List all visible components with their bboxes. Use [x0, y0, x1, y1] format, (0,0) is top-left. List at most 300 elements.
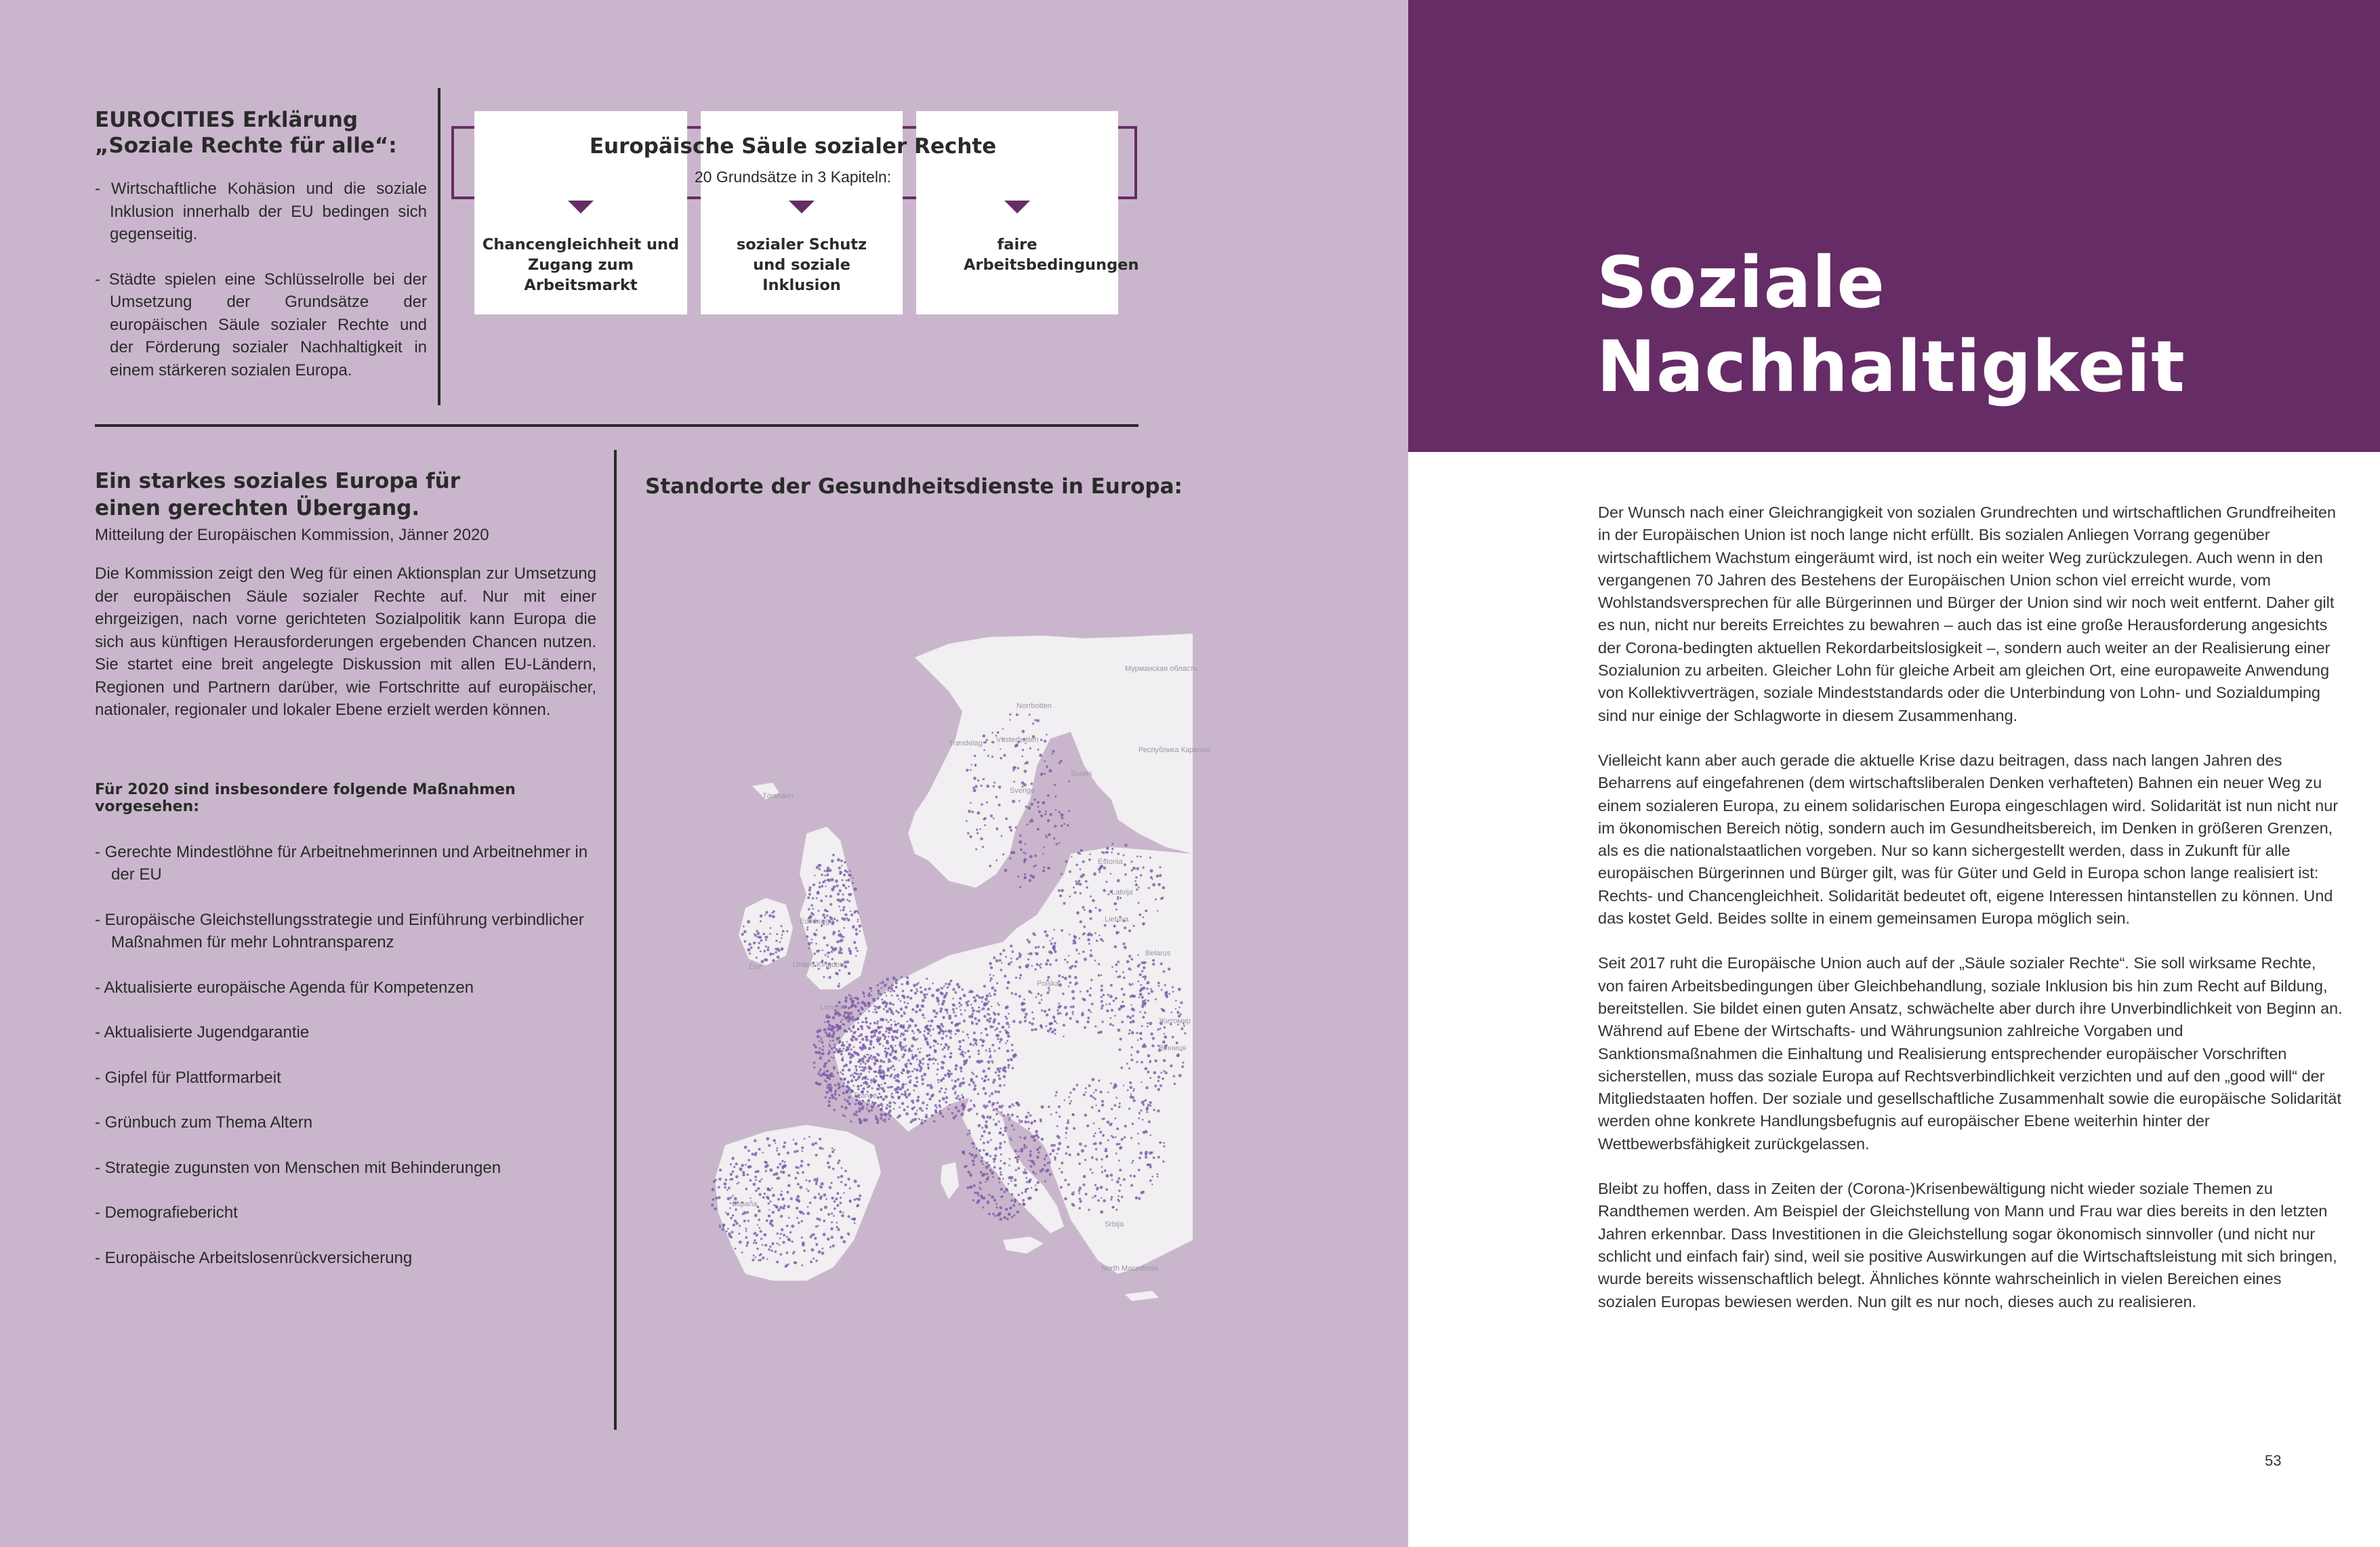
map-dot [961, 1081, 964, 1085]
map-dot [811, 1143, 815, 1147]
map-dot [1024, 1169, 1026, 1171]
map-dot [1046, 734, 1048, 736]
map-dot [1024, 1121, 1027, 1124]
map-dot [836, 920, 838, 922]
map-dot [838, 1159, 841, 1162]
map-dot [966, 1033, 969, 1036]
map-dot [974, 1017, 977, 1020]
map-dot [1113, 999, 1115, 1002]
map-dot [1112, 1206, 1115, 1209]
map-dot [1101, 974, 1103, 976]
map-dot [839, 1027, 841, 1029]
map-dot [888, 1118, 890, 1120]
map-dot [958, 1098, 961, 1100]
map-dot [1068, 986, 1070, 988]
map-dot [780, 1193, 783, 1196]
map-dot [841, 1059, 844, 1062]
map-dot [1063, 823, 1065, 825]
map-dot [726, 1231, 728, 1233]
map-dot [1088, 909, 1091, 912]
map-dot [957, 1095, 959, 1097]
map-dot [961, 1094, 963, 1096]
map-dot [1136, 1061, 1138, 1063]
map-dot [994, 1155, 997, 1157]
map-dot [888, 1028, 890, 1031]
map-dot [863, 1046, 867, 1050]
map-dot [825, 1016, 828, 1018]
map-dot [808, 942, 811, 945]
map-dot [886, 1019, 888, 1021]
map-dot [828, 1100, 831, 1103]
map-dot [863, 995, 865, 997]
map-dot [1006, 1018, 1008, 1020]
map-dot [1025, 1013, 1028, 1016]
title-band [1408, 0, 2380, 452]
map-dot [1029, 747, 1031, 749]
map-dot [857, 1204, 859, 1207]
map-dot [977, 1010, 980, 1013]
map-dot [873, 1081, 876, 1084]
map-dot [1086, 1020, 1090, 1024]
map-dot [866, 1059, 869, 1063]
map-dot [1068, 781, 1070, 783]
divider-vertical-bottom [614, 450, 617, 1430]
map-dot [1152, 963, 1155, 966]
map-dot [1048, 833, 1051, 836]
map-dot [970, 1015, 974, 1018]
map-dot [1069, 1017, 1072, 1020]
map-dot [1132, 1020, 1135, 1023]
map-dot [1111, 1123, 1113, 1125]
map-dot [1082, 861, 1085, 863]
map-dot [848, 1044, 851, 1047]
map-dot [972, 1044, 974, 1046]
map-dot [857, 919, 859, 921]
map-dot [874, 1008, 876, 1010]
map-dot [773, 1139, 776, 1142]
page-number: 53 [2265, 1452, 2282, 1469]
map-dot [848, 1234, 850, 1236]
map-dot [846, 1100, 849, 1102]
map-dot [878, 992, 880, 994]
map-dot [758, 1218, 760, 1221]
map-dot [861, 1105, 864, 1108]
map-dot [768, 1144, 771, 1147]
map-dot [863, 1119, 867, 1122]
map-dot [1128, 955, 1131, 957]
map-dot [907, 1002, 909, 1004]
map-dot [1000, 1160, 1002, 1162]
map-dot [832, 1096, 835, 1099]
map-dot [854, 1180, 857, 1183]
map-dot [794, 1261, 796, 1264]
map-dot [794, 1142, 798, 1146]
map-dot [916, 1058, 918, 1060]
map-dot [821, 1182, 824, 1186]
map-dot [862, 1044, 865, 1047]
map-dot [1019, 952, 1021, 954]
map-dot [974, 755, 977, 758]
map-dot [1138, 981, 1140, 983]
map-dot [1023, 1144, 1026, 1147]
map-dot [845, 887, 847, 889]
map-dot [1058, 1105, 1061, 1108]
map-dot [857, 1085, 859, 1088]
map-dot [1130, 969, 1132, 971]
map-dot [1101, 1020, 1103, 1023]
map-dot [983, 1173, 986, 1176]
map-dot [996, 960, 999, 963]
map-dot [816, 897, 818, 899]
map-dot [1016, 957, 1019, 960]
map-dot [1036, 1156, 1040, 1159]
map-dot [1014, 1149, 1017, 1152]
map-dot [1128, 1067, 1130, 1069]
map-dot [836, 1029, 839, 1032]
map-dot [871, 1105, 874, 1108]
map-dot [1042, 946, 1045, 949]
map-dot [893, 990, 895, 992]
map-dot [892, 1004, 895, 1006]
map-dot [948, 1108, 950, 1110]
map-dot [926, 1043, 929, 1046]
map-dot [1109, 1003, 1111, 1005]
map-dot [1132, 1160, 1134, 1162]
map-dot [843, 1079, 845, 1081]
map-dot [1019, 1203, 1021, 1205]
map-dot [841, 865, 842, 866]
map-dot [1044, 1158, 1046, 1160]
map-dot [1017, 875, 1019, 878]
map-dot [928, 1020, 930, 1023]
map-dot [1092, 1172, 1094, 1174]
map-dot [962, 1105, 966, 1109]
map-dot [1014, 1199, 1017, 1202]
map-dot [862, 1060, 865, 1063]
map-dot [886, 1075, 888, 1077]
map-dot [787, 1174, 790, 1177]
map-dot [1109, 995, 1113, 998]
map-dot [808, 947, 810, 949]
map-dot [877, 989, 880, 992]
map-dot [886, 995, 887, 996]
map-dot [983, 1117, 985, 1119]
map-dot [1029, 714, 1031, 716]
map-dot [896, 1037, 899, 1039]
map-dot [1157, 883, 1161, 886]
map-dot [853, 1199, 856, 1201]
map-dot [1013, 781, 1015, 783]
pillar-title: Europäische Säule sozialer Rechte [589, 134, 997, 159]
map-dot [954, 1091, 956, 1093]
map-dot [1098, 1079, 1100, 1081]
map-dot [1141, 970, 1143, 972]
map-dot [925, 1025, 928, 1028]
map-dot [797, 1167, 799, 1169]
map-dot [1006, 1022, 1009, 1025]
map-dot [1151, 1044, 1154, 1047]
map-dot [874, 1022, 876, 1025]
map-dot [747, 1150, 750, 1153]
map-dot [1063, 902, 1065, 905]
map-dot [843, 1192, 844, 1193]
map-dot [907, 1059, 910, 1062]
map-dot [834, 1084, 836, 1086]
map-dot [1098, 963, 1100, 965]
map-dot [1067, 1183, 1070, 1186]
map-dot [1065, 1127, 1068, 1130]
map-dot [831, 859, 834, 863]
map-dot [854, 1222, 856, 1224]
map-dot [956, 983, 960, 987]
map-dot [937, 989, 940, 992]
eurocities-title [95, 107, 427, 159]
map-dot [989, 1169, 991, 1171]
map-dot [871, 995, 872, 996]
map-dot [857, 997, 859, 1000]
map-dot [940, 1008, 943, 1011]
map-dot [983, 1105, 985, 1107]
map-dot [765, 911, 768, 913]
map-dot [1115, 964, 1117, 966]
map-dot [1152, 959, 1155, 962]
map-dot [1080, 991, 1082, 993]
map-dot [1178, 1006, 1181, 1008]
map-dot [1058, 1142, 1061, 1145]
map-dot [900, 1035, 902, 1037]
map-label: Västerbotten [996, 736, 1039, 744]
map-dot [827, 1027, 831, 1031]
map-dot [1113, 1086, 1115, 1089]
map-dot [922, 1063, 924, 1065]
map-dot [775, 951, 777, 953]
map-dot [1024, 877, 1027, 880]
map-label: Житомир [1159, 1017, 1191, 1025]
map-dot [765, 945, 767, 947]
map-dot [850, 911, 851, 912]
map-dot [801, 1237, 803, 1239]
map-dot [819, 882, 821, 884]
map-dot [1004, 1191, 1006, 1193]
map-dot [926, 1107, 928, 1109]
map-dot [1012, 800, 1015, 803]
map-dot [781, 1191, 782, 1192]
map-dot [1006, 1050, 1010, 1053]
map-dot [760, 920, 762, 922]
map-dot [1048, 1161, 1051, 1164]
map-dot [1107, 1139, 1109, 1141]
map-dot [849, 1200, 852, 1203]
map-dot [846, 1012, 849, 1014]
map-dot [840, 1181, 842, 1183]
map-dot [813, 1196, 817, 1199]
map-dot [973, 1089, 975, 1091]
map-dot [878, 1026, 881, 1029]
map-dot [1012, 851, 1015, 854]
map-dot [939, 1100, 941, 1102]
map-dot [877, 1060, 879, 1062]
map-dot [1079, 1142, 1082, 1146]
map-dot [843, 917, 846, 921]
map-dot [980, 838, 983, 840]
map-dot [998, 1047, 1001, 1050]
map-dot [1158, 985, 1160, 987]
map-dot [754, 1239, 756, 1241]
map-dot [924, 1038, 927, 1041]
map-dot [1141, 962, 1144, 964]
map-dot [1160, 1028, 1162, 1030]
map-dot [1024, 873, 1026, 875]
map-dot [776, 933, 778, 935]
map-dot [844, 1170, 847, 1172]
map-dot [769, 1189, 771, 1191]
map-dot [919, 1051, 921, 1053]
map-dot [1128, 930, 1131, 932]
map-dot [811, 1248, 814, 1252]
map-dot [1121, 1196, 1124, 1199]
map-dot [728, 1187, 731, 1189]
map-dot [1152, 1037, 1155, 1039]
map-dot [989, 865, 991, 867]
map-dot [806, 928, 808, 930]
map-dot [970, 1185, 972, 1188]
map-dot [824, 1021, 825, 1023]
map-dot [867, 1002, 870, 1004]
map-dot [890, 1024, 893, 1026]
map-dot [1124, 926, 1126, 929]
map-dot [1044, 930, 1046, 933]
map-dot [899, 1046, 902, 1048]
map-dot [812, 1233, 815, 1236]
map-dot [1138, 1169, 1141, 1172]
map-dot [1022, 1199, 1025, 1201]
map-dot [974, 999, 977, 1001]
map-dot [1123, 854, 1125, 857]
map-dot [937, 1081, 939, 1084]
map-dot [960, 1046, 962, 1048]
map-dot [786, 930, 788, 932]
map-dot [711, 1203, 714, 1206]
map-dot [847, 1020, 850, 1023]
map-dot [1073, 935, 1075, 937]
map-dot [777, 1208, 781, 1212]
map-dot [813, 884, 815, 886]
map-dot [828, 1024, 832, 1027]
map-dot [955, 1064, 958, 1067]
map-dot [1116, 1128, 1119, 1130]
map-dot [723, 1224, 726, 1226]
map-dot [973, 996, 976, 999]
map-dot [911, 1044, 914, 1048]
map-dot [831, 1035, 833, 1037]
map-dot [1123, 1085, 1124, 1086]
map-dot [887, 1086, 889, 1088]
map-dot [1141, 1025, 1143, 1027]
map-dot [1025, 1188, 1027, 1191]
map-dot [842, 1023, 844, 1025]
map-dot [1047, 819, 1050, 822]
map-dot [980, 1171, 983, 1174]
map-dot [947, 1048, 949, 1050]
map-dot [996, 1113, 998, 1115]
map-dot [903, 1002, 905, 1004]
map-dot [884, 1113, 886, 1115]
map-dot [870, 1054, 873, 1057]
map-dot [999, 1167, 1002, 1170]
map-dot [1023, 1147, 1025, 1149]
map-dot [813, 1044, 815, 1046]
map-dot [832, 1057, 834, 1059]
map-dot [986, 739, 988, 741]
map-label: Belarus [1145, 949, 1171, 957]
map-dot [1030, 1166, 1033, 1168]
map-dot [972, 1073, 974, 1075]
map-dot [919, 1008, 922, 1011]
map-dot [909, 1063, 911, 1065]
map-dot [881, 1087, 884, 1090]
map-dot [1078, 852, 1080, 854]
map-dot [1054, 1033, 1056, 1035]
map-dot [967, 1109, 970, 1112]
map-dot [942, 999, 945, 1003]
map-dot [770, 1220, 773, 1222]
map-dot [816, 929, 818, 931]
map-dot [1031, 1187, 1033, 1189]
map-dot [998, 1077, 1001, 1080]
map-dot [1035, 1130, 1038, 1134]
map-dot [813, 1067, 815, 1069]
map-dot [843, 906, 846, 909]
map-dot [848, 1052, 851, 1056]
map-dot [1040, 1119, 1042, 1121]
map-dot [1054, 825, 1056, 827]
map-dot [987, 1079, 989, 1081]
map-label: North Macedonia [1101, 1264, 1158, 1273]
map-dot [998, 1177, 1001, 1180]
map-dot [1000, 1128, 1002, 1130]
map-dot [1101, 996, 1103, 998]
map-dot [1138, 902, 1140, 904]
map-dot [907, 995, 909, 998]
map-dot [802, 1241, 805, 1245]
map-dot [1118, 1190, 1120, 1192]
map-dot [861, 1103, 863, 1105]
map-dot [1048, 1008, 1050, 1011]
map-dot [969, 1043, 972, 1046]
map-dot [985, 1126, 988, 1129]
map-dot [851, 1074, 853, 1076]
map-dot [1124, 863, 1126, 866]
map-dot [1082, 873, 1085, 877]
map-dot [1087, 938, 1090, 942]
map-dot [1003, 1115, 1005, 1117]
map-dot [819, 1138, 821, 1140]
map-dot [914, 1090, 916, 1092]
map-dot [997, 1038, 999, 1040]
map-dot [998, 1105, 1002, 1109]
map-dot [1116, 931, 1118, 933]
map-dot [1002, 853, 1004, 855]
map-dot [994, 1158, 996, 1160]
map-dot [1057, 1012, 1059, 1014]
map-dot [850, 874, 852, 876]
map-dot [1146, 1111, 1148, 1113]
map-dot [835, 1026, 837, 1028]
map-dot [970, 769, 972, 771]
map-dot [820, 1053, 822, 1055]
map-dot [968, 1056, 971, 1058]
map-dot [1120, 1146, 1122, 1149]
